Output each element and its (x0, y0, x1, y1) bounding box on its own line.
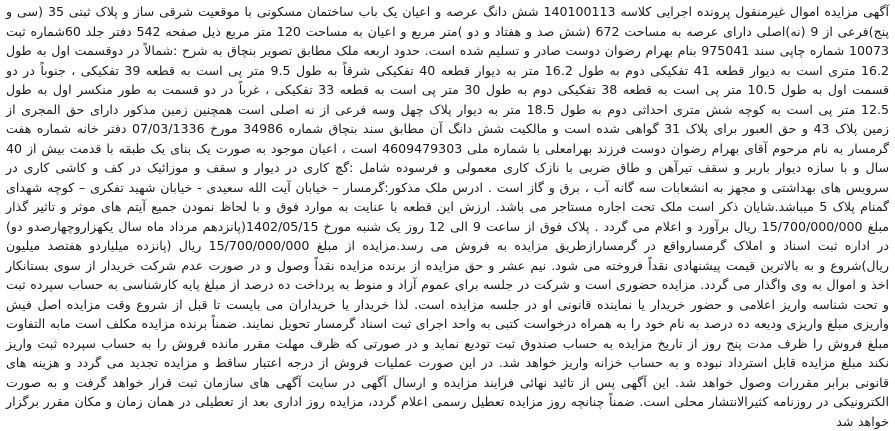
auction-notice-text: آگهی مزایده اموال غیرمنقول پرونده اجرایی کلاسه 140100113 شش دانگ عرصه و اعیان یک باب ساختمان مسکونی با موقعیت شرقی ساز و پلاک ثبتی 35 (سی و پنج)فرعی از 9 (نه)اصلی دارای عرصه به مساحت 672 (شش صد و هفتاد و دو )متر مربع و اعیان به مساحت 120 متر مربع ذیل صفحه 542 دفتر جلد 60شماره ثبت 10073 شماره چاپی سند 975041 بنام بهرام رضوان دوست صادر و تسلیم شده است. حدود اربعه ملک مطابق تصویر بنچاق به شرح :شمالاً در دوقسمت اول به طول 16.2 متری است به دیوار قطعه 41 تفکیکی دوم به طول 16.2 متر به دیوار قطعه 40 تفکیکی شرقاً به طول 9.5 متر پی است به قطعه 39 تفکیکی ، جنوباً در دو قسمت اول به طول 10.5 متر پی است به قطعه 38 تفکیکی دوم به طول 30 متر پی است به قطعه 33 تفکیکی ، غرباً در دو قسمت به طور منکسر اول به طول 12.5 متر پی است به کوچه شش متری احداثی دوم به طول 18.5 متر به دیوار پلاک چهل وسه فرعی از نه اصلی است همچنین زمین مذکور دارای حق المجری از زمین پلاک 43 و حق العبور برای پلاک 31 گواهی شده است و مالکیت شش دانگ آن مطابق سند بنچاق شماره 34986 مورخ 07/03/1336 دفتر خانه شماره هفت گرمسار به نام مرحوم آقای بهرام رضوان دوست فرزند بهرامعلی با شماره ملی 4609479303 است ، اعیان موجود به صورت یک بنای یک طبقه با قدمت بیش از 40 سال و با سازه دیوار باربر و سقف تیرآهن و طاق ضربی با نازک کاری معمولی و فرسوده شامل :گچ کاری در دیوار و سقف و موزائیک در کف و کاشی کاری در سرویس های بهداشتی و مجهز به انشعابات سه گانه آب ، برق و گاز است . ادرس ملک مذکور:گرمسار – خیابان آیت الله سعیدی - خیابان شهید تفکری – کوچه شهدای گمنام پلاک 5 میباشد.شایان ذکر است ملک تحت اجاره مستاجر می باشد. ارزش این قطعه با عنایت به موارد فوق و با لحاظ نمودن جمیع آیتم های موثر و تاثیر گذار مبلغ 15/700/000/000 ریال برآورد و اعلام می گردد . پلاک فوق از ساعت 9 الی 12 روز یک شنبه مورخ 1402/05/15(پانزدهم مرداد ماه سال یکهزاروچهارصدو دو) در اداره ثبت اسناد و املاک گرمسارواقع در گرمسارازطریق مزایده به فروش می رسد.مزایده از مبلغ 15/700/000/000 ریال (پانزده میلیاردو هفتصد میلیون ریال)شروع و به بالاترین قیمت پیشنهادی نقداً فروخته می شود. نیم عشر و حق مزایده از برنده مزایده نقداً وصول و در صورت عدم شرکت خریدار از سوی بستانکار اخذ و اموال به وی واگذار می گردد. مزایده حضوری است و شرکت در جلسه برای عموم آزاد و منوط به پرداخت ده درصد از مبلغ پایه کارشناسی به حساب سپرده ثبت و تحت شناسه واریز اعلامی و حضور خریدار یا نماینده قانونی او در جلسه مزایده است. لذا خریدار یا خریداران می بایست تا قبل از شروع وقت مزایده اصل فیش واریزی مبلغ واریزی ودیعه ده درصد به نام خود را به همراه درخواست کتبی به واحد اجرای ثبت اسناد گرمسار تحویل نمایند. ضمناً برنده مزایده مکلف است مابه التفاوت مبلغ فروش را ظرف مدت پنج روز از تاریخ مزایده به حساب صندوق ثبت تودیع نماید و در صورتی که ظرف مهلت مقرر مانده فروش را به حساب سپرده ثبت واریز نکند مبلغ مزایده قابل استرداد نبوده و به حساب خزانه واریز خواهد شد. در این صورت عملیات فروش از درجه اعتبار ساقط و مزایده تجدید می گردد و هزینه های قانونی برابر مقررات وصول خواهد شد. این آگهی پس از تائید نهائی فرایند مزایده و ارسال آگهی در سایت آگهی های سازمان ثبت قرار خواهد گرفت و به صورت الکترونیکی در روزنامه کثیرالانتشار محلی است. ضمناً چنانچه روز مزایده تعطیل رسمی اعلام گردد، مزایده روز اداری بعد از تعطیلی در همان زمان و مکان مقرر برگزار خواهد شد (6, 4, 890, 429)
